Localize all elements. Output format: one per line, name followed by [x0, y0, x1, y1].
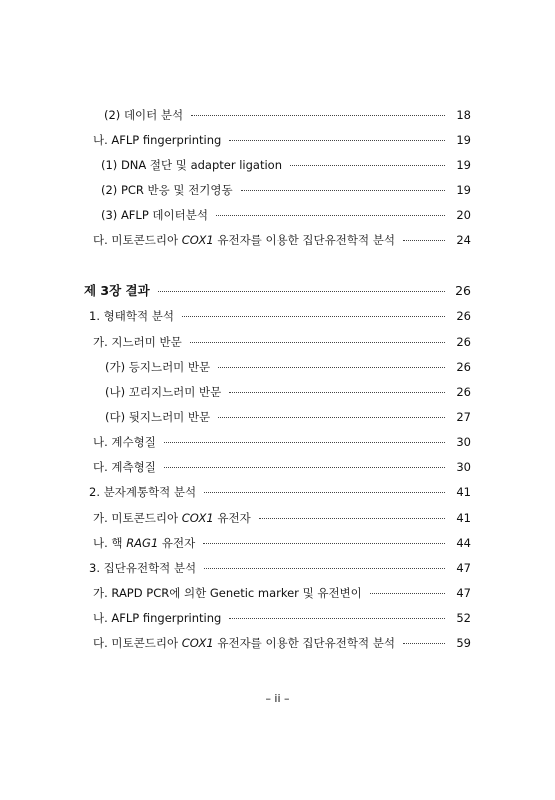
toc-entry-label: 나. 핵 RAG1 유전자: [93, 536, 196, 550]
dot-leader: [203, 542, 445, 544]
toc-entry[interactable]: [93, 635, 471, 651]
toc-entry-label: 3. 집단유전학적 분석: [89, 561, 197, 575]
dot-leader: [191, 114, 445, 116]
toc-entry-label: 다. 미토콘드리아 COX1 유전자를 이용한 집단유전학적 분석: [93, 636, 395, 650]
toc-page-number: 26: [456, 309, 471, 323]
toc-entry-label: 2. 분자계통학적 분석: [89, 485, 197, 499]
toc-entry[interactable]: [93, 459, 471, 475]
toc-page-number: 20: [456, 208, 471, 222]
toc-chapter-heading[interactable]: [84, 283, 471, 299]
dot-leader: [403, 239, 445, 241]
dot-leader: [403, 642, 445, 644]
dot-leader: [182, 315, 445, 317]
toc-entry[interactable]: [93, 434, 471, 450]
toc-page-number: 30: [456, 460, 471, 474]
toc-entry-label: (3) AFLP 데이터분석: [101, 208, 208, 222]
toc-page-number: 18: [456, 108, 471, 122]
toc-entry[interactable]: [93, 334, 471, 350]
toc-entry[interactable]: [89, 484, 471, 500]
toc-entry-label: 다. 계측형질: [93, 460, 156, 474]
toc-entry[interactable]: [93, 535, 471, 551]
toc-entry[interactable]: [93, 585, 471, 601]
toc-page-number: 26: [456, 385, 471, 399]
dot-leader: [218, 416, 445, 418]
dot-leader: [229, 391, 445, 393]
toc-entry-label: (1) DNA 절단 및 adapter ligation: [101, 158, 282, 172]
dot-leader: [229, 139, 445, 141]
toc-entry[interactable]: [105, 359, 471, 375]
dot-leader: [370, 592, 445, 594]
dot-leader: [158, 290, 445, 292]
toc-entry[interactable]: [93, 132, 471, 148]
toc-entry-label: 나. AFLP fingerprinting: [93, 133, 222, 147]
toc-entry-label: (나) 꼬리지느러미 반문: [105, 385, 222, 399]
toc-entry[interactable]: [104, 107, 471, 123]
dot-leader: [290, 164, 445, 166]
toc-page-number: 27: [456, 410, 471, 424]
toc-entry-label: (2) PCR 반응 및 전기영동: [101, 183, 233, 197]
toc-entry-label: (가) 등지느러미 반문: [105, 360, 211, 374]
toc-page-number: 24: [456, 233, 471, 247]
toc-page-number: 26: [456, 360, 471, 374]
toc-entry-label: 가. RAPD PCR에 의한 Genetic marker 및 유전변이: [93, 586, 362, 600]
toc-entry[interactable]: [93, 232, 471, 248]
dot-leader: [204, 491, 445, 493]
toc-entry[interactable]: [93, 510, 471, 526]
dot-leader: [216, 214, 445, 216]
toc-entry-label: 제 3장 결과: [84, 283, 150, 298]
toc-entry[interactable]: [101, 207, 471, 223]
toc-page-number: 52: [456, 611, 471, 625]
dot-leader: [218, 366, 445, 368]
toc-page-number: 44: [456, 536, 471, 550]
toc-page-number: 47: [456, 561, 471, 575]
toc-page-number: 26: [455, 283, 471, 298]
toc-page-number: 26: [456, 335, 471, 349]
toc-entry-label: 다. 미토콘드리아 COX1 유전자를 이용한 집단유전학적 분석: [93, 233, 395, 247]
toc-page-number: 30: [456, 435, 471, 449]
toc-entry[interactable]: [105, 384, 471, 400]
toc-entry-label: 가. 지느러미 반문: [93, 335, 182, 349]
toc-entry-label: (2) 데이터 분석: [104, 108, 184, 122]
page-footer-number: – ii –: [265, 692, 290, 705]
dot-leader: [164, 441, 445, 443]
toc-entry-label: 나. 계수형질: [93, 435, 156, 449]
toc-entry[interactable]: [93, 610, 471, 626]
dot-leader: [164, 466, 445, 468]
toc-entry-label: 나. AFLP fingerprinting: [93, 611, 222, 625]
dot-leader: [259, 517, 445, 519]
toc-entry[interactable]: [89, 560, 471, 576]
dot-leader: [241, 189, 445, 191]
toc-page-number: 19: [456, 133, 471, 147]
toc-page-number: 19: [456, 158, 471, 172]
toc-entry[interactable]: [101, 157, 471, 173]
toc-entry[interactable]: [105, 409, 471, 425]
toc-page-number: 41: [456, 511, 471, 525]
toc-page-number: 19: [456, 183, 471, 197]
toc-entry-label: (다) 뒷지느러미 반문: [105, 410, 211, 424]
toc-page-number: 59: [456, 636, 471, 650]
dot-leader: [229, 617, 445, 619]
toc-entry-label: 1. 형태학적 분석: [89, 309, 174, 323]
toc-entry[interactable]: [89, 308, 471, 324]
toc-page-number: 47: [456, 586, 471, 600]
toc-entry-label: 가. 미토콘드리아 COX1 유전자: [93, 511, 251, 525]
dot-leader: [190, 341, 445, 343]
toc-entry[interactable]: [101, 182, 471, 198]
dot-leader: [204, 567, 445, 569]
toc-page-number: 41: [456, 485, 471, 499]
